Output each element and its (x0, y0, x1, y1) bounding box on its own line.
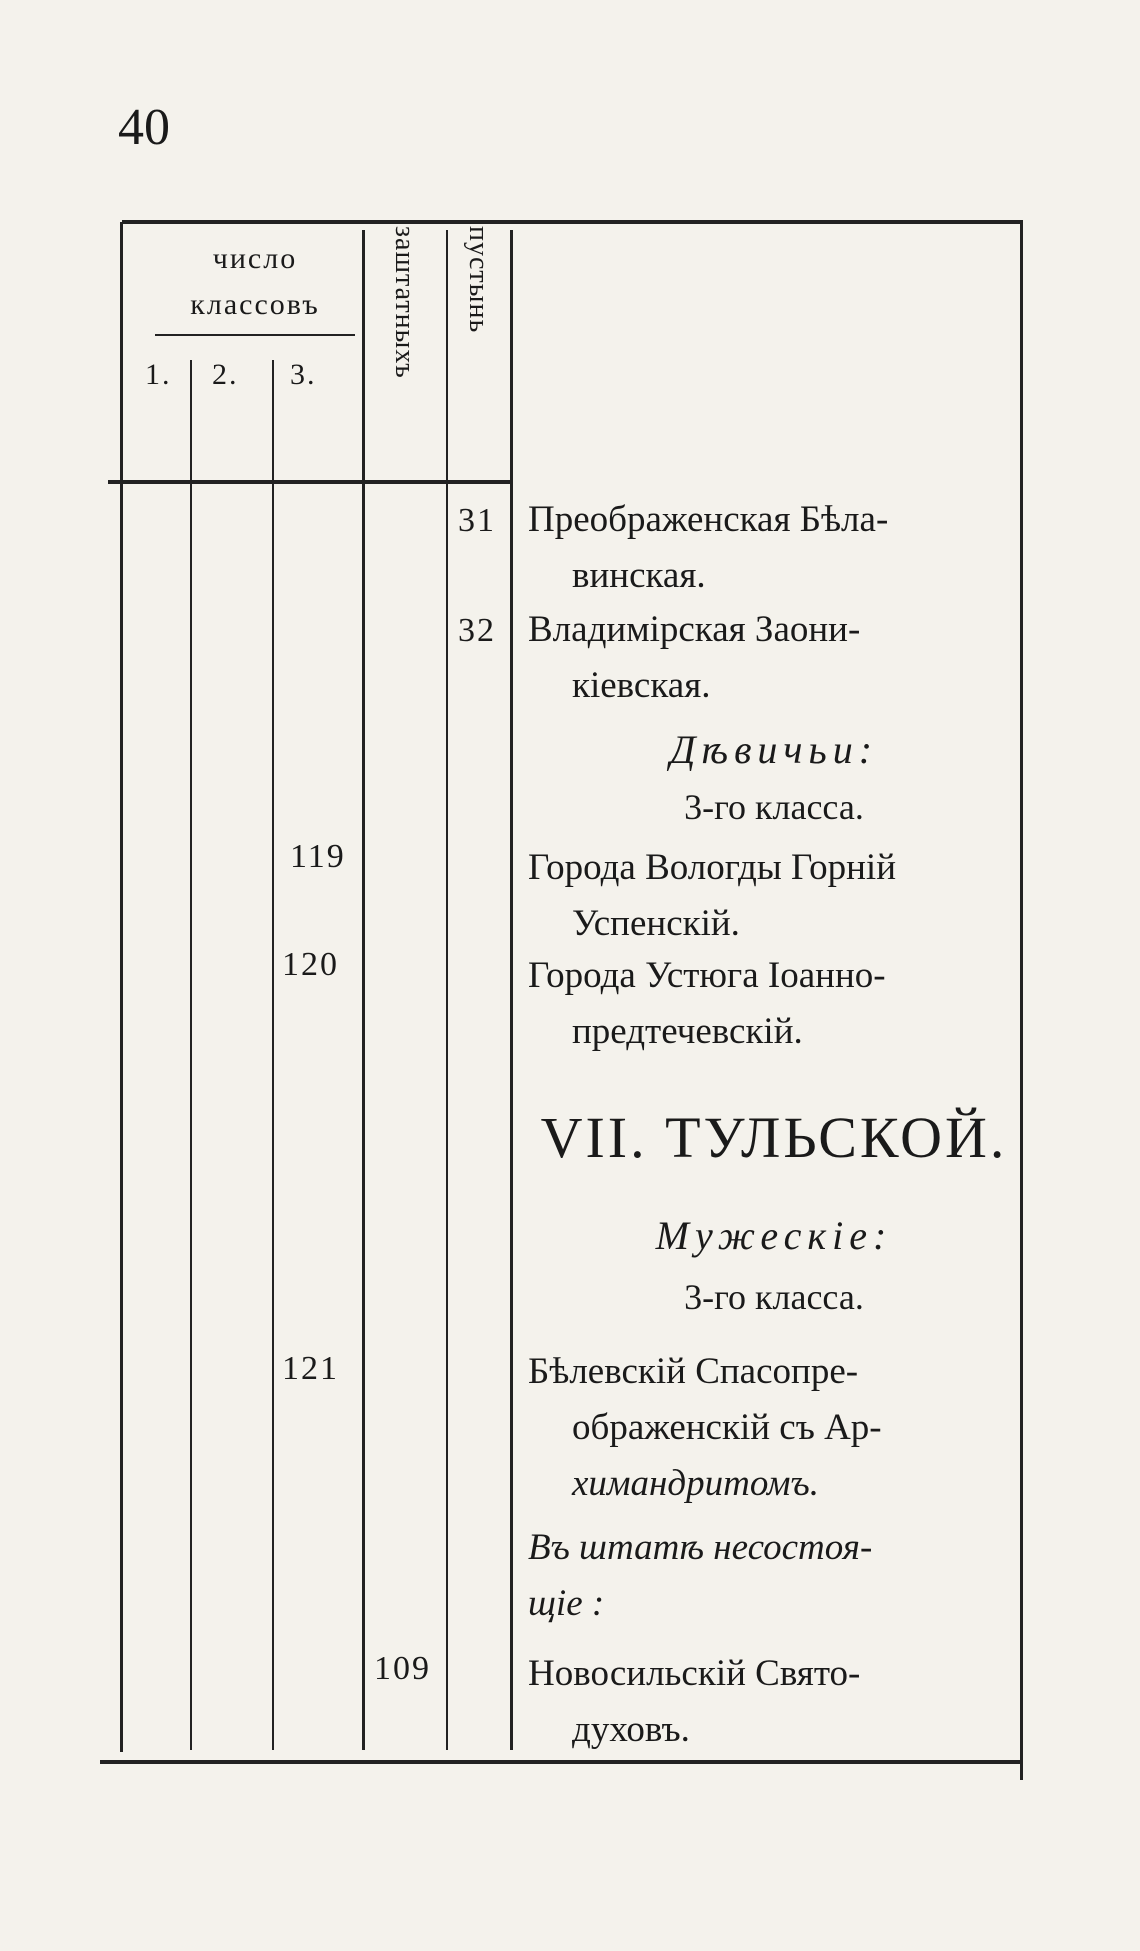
entry-text (528, 602, 1020, 714)
header-bottom-rule (108, 480, 513, 484)
entry-line: предтечевскій. (572, 1011, 803, 1052)
group-underline (155, 334, 355, 336)
entry-line: химандритомъ. (572, 1463, 819, 1504)
entry-text (528, 1344, 1020, 1512)
header-pustyni: пустынь (463, 226, 494, 334)
zashtat-number: 109 (374, 1650, 431, 1687)
table-top-rule (122, 220, 1022, 224)
entry-line: Города Вологды Горній (528, 847, 897, 888)
entry-line: духовъ. (572, 1709, 690, 1750)
monastery-number: 119 (290, 838, 346, 875)
column-rule (446, 230, 448, 1750)
table-bottom-rule (100, 1760, 1020, 1764)
entry-text (528, 948, 1020, 1060)
nesostoyashchie-note (528, 1520, 1020, 1632)
header-class-2: 2. (212, 358, 239, 391)
entry-text (528, 1646, 1020, 1758)
entry-line: Успенскій. (572, 903, 740, 944)
column-rule (190, 360, 192, 1750)
pustyn-number: 32 (458, 612, 496, 649)
column-rule (362, 230, 365, 1750)
entry-line: ображенскій съ Ар- (572, 1407, 882, 1448)
header-zashtatnykh: заштатныхъ (389, 226, 420, 379)
entry-line: Города Устюга Іоанно- (528, 955, 886, 996)
header-class-3: 3. (290, 358, 317, 391)
entry-line: Преображенская Бѣла- (528, 499, 889, 540)
note-line: Въ штатѣ несостоя- (528, 1527, 873, 1568)
header-class-1: 1. (145, 358, 172, 391)
entry-line: винская. (572, 555, 706, 596)
entry-line: Новосильскій Свято- (528, 1653, 861, 1694)
column-rule (272, 360, 274, 1750)
entry-line: Владимірская Заони- (528, 609, 861, 650)
monastery-number: 121 (282, 1350, 339, 1387)
section-devichi: Дѣвичьи: (669, 727, 879, 772)
table-right-rule (1020, 220, 1023, 1780)
monastery-number: 120 (282, 946, 339, 983)
note-line: щіе : (528, 1583, 605, 1624)
province-heading: VII. ТУЛЬСКОЙ. (540, 1105, 1008, 1170)
section-muzheskie: Мужескіе: (655, 1213, 893, 1258)
pustyn-number: 31 (458, 502, 496, 539)
entry-line: кіевская. (572, 665, 711, 706)
page-number: 40 (118, 99, 170, 156)
class-3-label: 3-го класса. (684, 787, 864, 827)
class-3-label: 3-го класса. (684, 1277, 864, 1317)
entry-text (528, 840, 1020, 952)
entry-text (528, 492, 1020, 604)
entry-line: Бѣлевскій Спасопре- (528, 1351, 859, 1392)
column-rule (510, 230, 513, 1750)
header-group-label: число классовъ (190, 242, 320, 321)
column-rule (120, 222, 123, 1752)
